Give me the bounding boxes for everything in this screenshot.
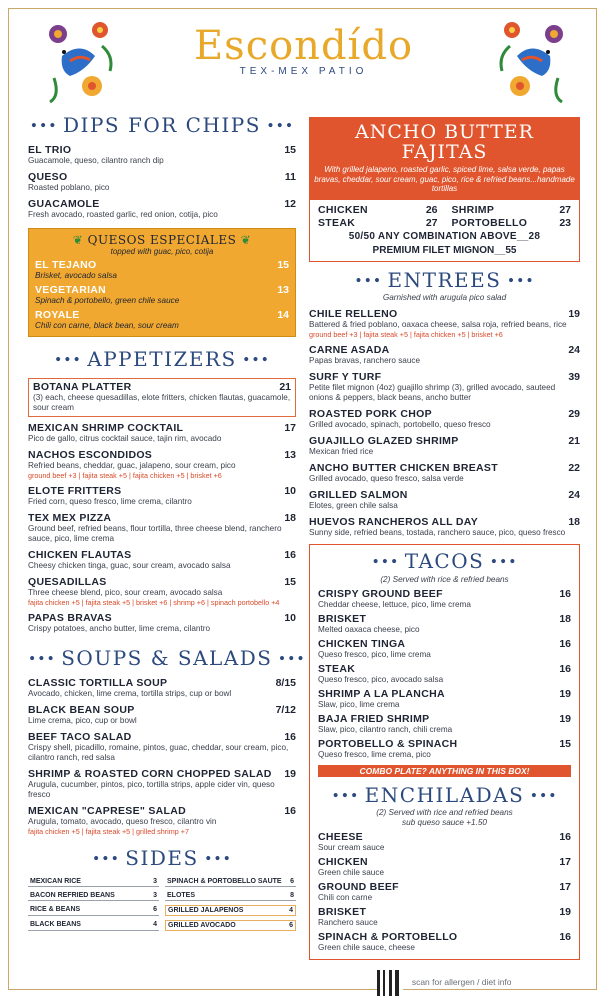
item-price: 6: [153, 906, 157, 913]
item-price: 19: [559, 687, 571, 700]
dips-list: [28, 144, 296, 220]
fajitas-header: [310, 118, 579, 200]
item-description: Crispy potatoes, ancho butter, lime crema, cilantro: [28, 624, 211, 633]
item-price: 27: [559, 203, 571, 216]
item-description: Arugula, cucumber, pintos, pico, tortilla strips, apple cider vin, queso fresco: [28, 779, 275, 799]
menu-item: [28, 512, 296, 544]
entrees-title: ••• ENTREES •••: [354, 267, 535, 292]
item-price: 16: [559, 831, 571, 843]
item-price: 27: [425, 216, 438, 229]
item-description: Ground beef, refried beans, flour tortilla, three cheese blend, ranchero sauce, pico, lime crema: [28, 524, 282, 543]
brand-header: [0, 24, 607, 77]
item-price: 22: [568, 462, 580, 474]
brand-subtitle: TEX-MEX PATIO: [239, 66, 368, 77]
menu-item: [309, 435, 580, 457]
item-name: PORTOBELLO: [451, 216, 528, 229]
item-name: SHRIMP: [451, 203, 495, 216]
item-description: Slaw, pico, cilantro ranch, chili crema: [318, 724, 453, 734]
side-item: [165, 920, 296, 931]
item-price: 3: [153, 878, 157, 885]
fajita-item: [318, 217, 438, 229]
item-price: 19: [559, 712, 571, 725]
item-description: Sunny side, refried beans, tostada, ranchero sauce, pico, queso fresco: [309, 528, 566, 537]
item-description: Guacamole, queso, cilantro ranch dip: [28, 155, 164, 165]
item-description: Avocado, chicken, lime crema, tortilla strips, cup or bowl: [28, 688, 232, 698]
enchiladas-list: [318, 831, 571, 953]
item-name: BRISKET: [318, 906, 367, 918]
tacos-list: [318, 588, 571, 760]
tacos-box: [309, 544, 580, 960]
item-name: MEXICAN "CAPRESE" SALAD: [28, 804, 187, 817]
item-name: CHICKEN FLAUTAS: [28, 549, 132, 561]
menu-item: [28, 805, 296, 836]
item-price: 15: [559, 737, 571, 750]
quesos-box: [28, 228, 296, 337]
item-price: 17: [559, 881, 571, 893]
appetizers-list: [28, 378, 296, 634]
soups-list: [28, 677, 296, 836]
menu-item: [28, 612, 296, 634]
item-price: 10: [284, 485, 296, 497]
item-description: Melted oaxaca cheese, pico: [318, 624, 420, 634]
fajitas-title-2: FAJITAS: [401, 141, 488, 163]
menu-item: [28, 576, 296, 607]
item-price: 15: [284, 143, 296, 156]
item-description: Chili con carne: [318, 893, 373, 902]
item-price: 16: [559, 587, 571, 600]
item-price: 10: [284, 612, 296, 624]
menu-item: [35, 259, 289, 281]
item-description: Arugula, tomato, avocado, queso fresco, cilantro vin: [28, 816, 217, 826]
item-name: SURF Y TURF: [309, 371, 382, 383]
item-description: Refried beans, cheddar, guac, jalapeno, sour cream, pico: [28, 461, 236, 470]
item-price: 16: [284, 730, 296, 743]
item-name: STEAK: [318, 216, 356, 229]
item-price: 29: [568, 408, 580, 420]
menu-item: [28, 768, 296, 800]
item-name: GROUND BEEF: [318, 881, 399, 893]
item-name: CHEESE: [318, 831, 363, 843]
menu-item: [318, 663, 571, 685]
item-name: BEEF TACO SALAD: [28, 730, 132, 743]
item-name: STEAK: [318, 662, 356, 675]
item-price: 4: [289, 907, 293, 914]
item-price: 16: [284, 804, 296, 817]
item-name: CHICKEN: [318, 856, 368, 868]
item-name: GUAJILLO GLAZED SHRIMP: [309, 435, 459, 447]
item-addons: ground beef +3 | fajita steak +5 | fajita chicken +5 | brisket +6: [28, 471, 222, 480]
item-name: SHRIMP A LA PLANCHA: [318, 687, 445, 700]
item-price: 13: [284, 449, 296, 461]
item-price: 18: [284, 512, 296, 524]
item-name: BLACK BEANS: [30, 921, 81, 928]
item-name: CLASSIC TORTILLA SOUP: [28, 676, 168, 689]
item-price: 16: [559, 637, 571, 650]
fajita-item: [452, 204, 572, 216]
item-price: 6: [289, 922, 293, 929]
fajitas-grid: [310, 200, 579, 229]
menu-item: [318, 856, 571, 878]
item-price: 11: [284, 170, 296, 183]
item-description: Queso fresco, pico, lime crema: [318, 649, 431, 659]
entrees-list: [309, 308, 580, 538]
item-name: QUESADILLAS: [28, 576, 107, 588]
tacos-title: ••• TACOS •••: [371, 549, 518, 573]
brand-name: Escondído: [193, 23, 414, 69]
item-description: Brisket, avocado salsa: [35, 270, 117, 280]
item-price: 3: [153, 892, 157, 899]
item-name: HUEVOS RANCHEROS ALL DAY: [309, 516, 479, 528]
item-description: Papas bravas, ranchero sauce: [309, 356, 421, 365]
right-column: [309, 113, 580, 996]
item-price: 15: [277, 258, 289, 271]
item-description: Three cheese blend, pico, sour cream, avocado salsa: [28, 588, 223, 597]
menu-item: [28, 485, 296, 507]
fajitas-description: With grilled jalapeno, roasted garlic, spiced lime, salsa verde, papas bravas, cheddar, sour cream, guac, pico, rice & refried beans...handmade tortillas: [314, 165, 575, 193]
menu-item: [309, 408, 580, 430]
enchiladas-subtitle-2: sub queso sauce +1.50: [402, 818, 487, 827]
item-price: 15: [284, 576, 296, 588]
item-description: Fried corn, queso fresco, lime crema, cilantro: [28, 497, 192, 506]
item-name: SHRIMP & ROASTED CORN CHOPPED SALAD: [28, 767, 272, 780]
item-price: 16: [284, 549, 296, 561]
menu-item: [318, 588, 571, 610]
fajitas-premium: PREMIUM FILET MIGNON__55: [372, 244, 517, 256]
item-description: Green chile sauce: [318, 868, 384, 877]
quesos-list: [35, 259, 289, 331]
item-name: SPINACH & PORTOBELLO SAUTE: [167, 878, 282, 885]
item-name: GRILLED JALAPENOS: [168, 907, 244, 914]
item-price: 23: [559, 216, 571, 229]
item-name: CHICKEN: [318, 203, 368, 216]
menu-item: [28, 144, 296, 166]
item-description: Crispy shell, picadillo, romaine, pintos, guac, cheddar, sour cream, pico, cilantro ranch, red salsa: [28, 742, 289, 762]
side-item: [28, 891, 159, 901]
item-description: Queso fresco, pico, avocado salsa: [318, 674, 444, 684]
item-description: Petite filet mignon (4oz) guajillo shrimp (3), grilled avocado, sauteed onions & peppers, black beans, ancho butter: [309, 383, 556, 402]
fajita-item: [318, 204, 438, 216]
menu-item: [28, 378, 296, 417]
menu-item: [318, 738, 571, 760]
item-price: 19: [568, 308, 580, 320]
item-description: Mexican fried rice: [309, 447, 374, 456]
sides-title: ••• SIDES •••: [92, 845, 232, 870]
item-name: TEX MEX PIZZA: [28, 512, 112, 524]
menu-item: [309, 489, 580, 511]
menu-item: [309, 462, 580, 484]
side-item: [28, 920, 159, 931]
item-name: EL TEJANO: [35, 258, 97, 271]
menu-item: [35, 309, 289, 331]
appetizers-title: ••• APPETIZERS •••: [54, 346, 270, 371]
menu-item: [309, 516, 580, 538]
menu-item: [28, 198, 296, 220]
item-price: 8/15: [275, 676, 296, 689]
side-item: [165, 877, 296, 887]
leaf-left-icon: ❦: [72, 232, 88, 247]
item-description: Pico de gallo, citrus cocktail sauce, tajin rim, avocado: [28, 434, 222, 443]
item-price: 13: [277, 283, 289, 296]
menu-item: [318, 613, 571, 635]
item-name: RICE & BEANS: [30, 906, 81, 913]
side-item: [165, 891, 296, 901]
item-description: Lime crema, pico, cup or bowl: [28, 715, 137, 725]
enchiladas-title: ••• ENCHILADAS •••: [331, 782, 558, 807]
sides-grid: [28, 877, 296, 931]
item-description: (3) each, cheese quesadillas, elote fritters, chicken flautas, guacamole, sour cream: [33, 393, 291, 412]
item-description: Cheddar cheese, lettuce, pico, lime crema: [318, 599, 471, 609]
item-price: 21: [568, 435, 580, 447]
menu-item: [28, 549, 296, 571]
scan-text: scan for allergen / diet info: [411, 977, 512, 988]
item-price: 24: [568, 489, 580, 501]
item-name: VEGETARIAN: [35, 283, 107, 296]
item-name: QUESO: [28, 170, 68, 183]
enchiladas-subtitle-1: (2) Served with rice and refried beans: [376, 808, 513, 817]
menu-item: [309, 371, 580, 403]
item-name: ROASTED PORK CHOP: [309, 408, 432, 420]
item-name: PORTOBELLO & SPINACH: [318, 737, 458, 750]
quesos-subtitle: topped with guac, pico, cotija: [110, 246, 214, 256]
item-name: CHILE RELLENO: [309, 308, 398, 320]
menu-item: [28, 422, 296, 444]
item-price: 21: [279, 381, 291, 393]
item-addons: ground beef +3 | fajita steak +5 | fajita chicken +5 | brisket +6: [309, 330, 503, 339]
item-name: GRILLED SALMON: [309, 489, 408, 501]
item-name: ELOTES: [167, 892, 196, 899]
item-name: GUACAMOLE: [28, 197, 100, 210]
item-name: CARNE ASADA: [309, 344, 390, 356]
item-price: 14: [277, 308, 289, 321]
fajitas-title-1: ANCHO BUTTER: [355, 121, 534, 143]
item-addons: fajita chicken +5 | fajita steak +5 | brisket +6 | shrimp +6 | spinach portobello +4: [28, 598, 280, 607]
item-description: Elotes, green chile salsa: [309, 501, 398, 510]
item-name: SPINACH & PORTOBELLO: [318, 931, 458, 943]
menu-item: [309, 344, 580, 366]
leaf-right-icon: ❦: [236, 232, 252, 247]
item-description: Roasted poblano, pico: [28, 182, 110, 192]
item-price: 19: [284, 767, 296, 780]
item-name: CRISPY GROUND BEEF: [318, 587, 443, 600]
menu-item: [318, 881, 571, 903]
item-price: 19: [559, 906, 571, 918]
item-price: 4: [153, 921, 157, 928]
item-price: 18: [559, 612, 571, 625]
item-description: Chili con carne, black bean, sour cream: [35, 320, 179, 330]
item-name: ROYALE: [35, 308, 80, 321]
item-description: Grilled avocado, queso fresco, salsa verde: [309, 474, 464, 483]
item-name: MEXICAN RICE: [30, 878, 81, 885]
item-price: 7/12: [275, 703, 296, 716]
side-item: [28, 905, 159, 916]
left-column: [28, 113, 306, 931]
item-name: ELOTE FRITTERS: [28, 485, 122, 497]
dips-title: ••• DIPS FOR CHIPS •••: [29, 113, 295, 137]
menu-item: [35, 284, 289, 306]
quesos-title: ❦ QUESOS ESPECIALES ❦: [72, 232, 252, 247]
item-addons: fajita chicken +5 | fajita steak +5 | grilled shrimp +7: [28, 826, 189, 836]
item-description: Fresh avocado, roasted garlic, red onion, cotija, pico: [28, 209, 218, 219]
menu-item: [318, 831, 571, 853]
fajitas-box: [309, 117, 580, 262]
menu-item: [28, 704, 296, 726]
item-description: Sour cream sauce: [318, 843, 385, 852]
item-price: 16: [559, 931, 571, 943]
item-price: 39: [568, 371, 580, 383]
item-description: Queso fresco, lime crema, pico: [318, 749, 431, 759]
item-price: 17: [284, 422, 296, 434]
item-description: Battered & fried poblano, oaxaca cheese, salsa roja, refried beans, rice: [309, 320, 567, 329]
menu-item: [28, 449, 296, 480]
item-price: 12: [284, 197, 296, 210]
fajita-item: [452, 217, 572, 229]
item-description: Green chile sauce, cheese: [318, 943, 415, 952]
menu-item: [318, 931, 571, 953]
tacos-subtitle: (2) Served with rice & refried beans: [380, 574, 509, 584]
menu-item: [318, 713, 571, 735]
item-price: 24: [568, 344, 580, 356]
item-name: BLACK BEAN SOUP: [28, 703, 135, 716]
item-name: BACON REFRIED BEANS: [30, 892, 115, 899]
item-description: Slaw, pico, lime crema: [318, 699, 400, 709]
item-description: Grilled avocado, spinach, portobello, queso fresco: [309, 420, 491, 429]
item-name: GRILLED AVOCADO: [168, 922, 236, 929]
item-description: Cheesy chicken tinga, guac, sour cream, avocado salsa: [28, 561, 231, 570]
menu-item: [309, 308, 580, 339]
tacos-combo-banner: COMBO PLATE? ANYTHING IN THIS BOX!: [318, 765, 571, 777]
menu-item: [28, 171, 296, 193]
item-name: BOTANA PLATTER: [33, 381, 132, 393]
item-name: PAPAS BRAVAS: [28, 612, 112, 624]
item-price: 8: [290, 892, 294, 899]
item-name: EL TRIO: [28, 143, 72, 156]
item-name: BAJA FRIED SHRIMP: [318, 712, 430, 725]
scan-footer: [309, 970, 580, 996]
item-description: Ranchero sauce: [318, 918, 378, 927]
item-name: BRISKET: [318, 612, 367, 625]
item-price: 6: [290, 878, 294, 885]
item-price: 18: [568, 516, 580, 528]
item-name: ANCHO BUTTER CHICKEN BREAST: [309, 462, 498, 474]
soups-title: ••• SOUPS & SALADS •••: [28, 646, 306, 670]
item-name: MEXICAN SHRIMP COCKTAIL: [28, 422, 184, 434]
menu-item: [318, 638, 571, 660]
qr-code-icon[interactable]: [377, 970, 403, 996]
menu-item: [28, 731, 296, 763]
item-price: 16: [559, 662, 571, 675]
fajitas-combo: 50/50 ANY COMBINATION ABOVE__28: [348, 230, 541, 242]
side-item: [165, 905, 296, 916]
side-item: [28, 877, 159, 887]
entrees-subtitle: Garnished with arugula pico salad: [382, 293, 507, 302]
menu-item: [318, 906, 571, 928]
menu-item: [28, 677, 296, 699]
item-price: 17: [559, 856, 571, 868]
item-description: Spinach & portobello, green chile sauce: [35, 295, 180, 305]
item-price: 26: [425, 203, 438, 216]
item-name: CHICKEN TINGA: [318, 637, 406, 650]
item-name: NACHOS ESCONDIDOS: [28, 449, 153, 461]
menu-item: [318, 688, 571, 710]
